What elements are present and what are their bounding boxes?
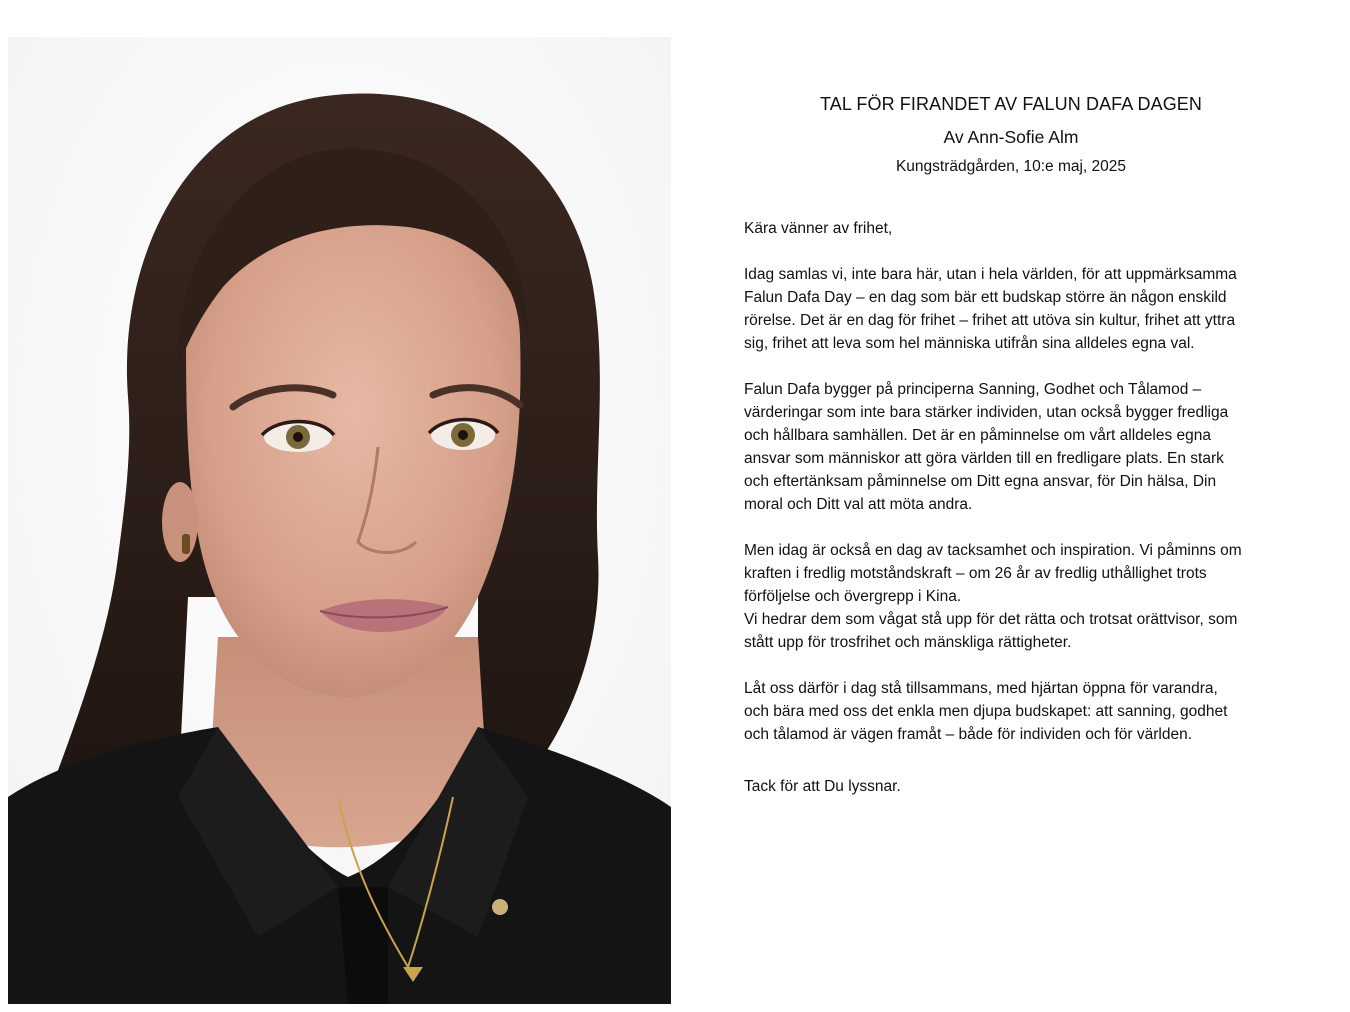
speech-paragraph-2: Falun Dafa bygger på principerna Sanning, Godhet och Tålamod – värderingar som inte bara stärker individen, utan också bygger fredliga och hållbara samhällen. Det är en påminnelse om vårt alldeles egna ansvar som människor att göra världen till en fredligare plats. En stark och eftertänksam påminnelse om Ditt egna ansvar, för Din hälsa, Din moral och Ditt val att möta andra. [744, 381, 1229, 513]
earring [182, 534, 190, 554]
speech-author: Av Ann-Sofie Alm [943, 127, 1079, 147]
brooch [492, 899, 508, 915]
speech-closing: Tack för att Du lyssnar. [744, 778, 901, 795]
speech-paragraph-1: Idag samlas vi, inte bara här, utan i hela världen, för att uppmärksamma Falun Dafa Day – en dag som bär ett budskap större än någon enskild rörelse. Det är en dag för frihet – frihet att utöva sin kultur, frihet att yttra sig, frihet att leva som hel människa utifrån sina alldeles egna val. [744, 266, 1237, 352]
ear [162, 482, 198, 562]
speech-body [744, 217, 1304, 798]
speech-dateline: Kungsträdgården, 10:e maj, 2025 [895, 158, 1127, 175]
speech-title: TAL FÖR FIRANDET AV FALUN DAFA DAGEN [819, 94, 1202, 114]
speech-document [744, 92, 1304, 821]
portrait-illustration [8, 37, 671, 1004]
portrait-photo [8, 37, 671, 1004]
speech-paragraph-3: Men idag är också en dag av tacksamhet och inspiration. Vi påminns om kraften i fredlig motståndskraft – om 26 år av fredlig uthållighet trots förföljelse och övergrepp i Kina. Vi hedrar dem som vågat stå upp för det rätta och trotsat orättvisor, som stått upp för trosfrihet och mänskliga rättigheter. [744, 542, 1242, 651]
speech-greeting: Kära vänner av frihet, [744, 220, 893, 237]
speech-paragraph-4: Låt oss därför i dag stå tillsammans, med hjärtan öppna för varandra, och bära med oss det enkla men djupa budskapet: att sanning, godhet och tålamod är vägen framåt – både för individen och för världen. [744, 680, 1228, 743]
